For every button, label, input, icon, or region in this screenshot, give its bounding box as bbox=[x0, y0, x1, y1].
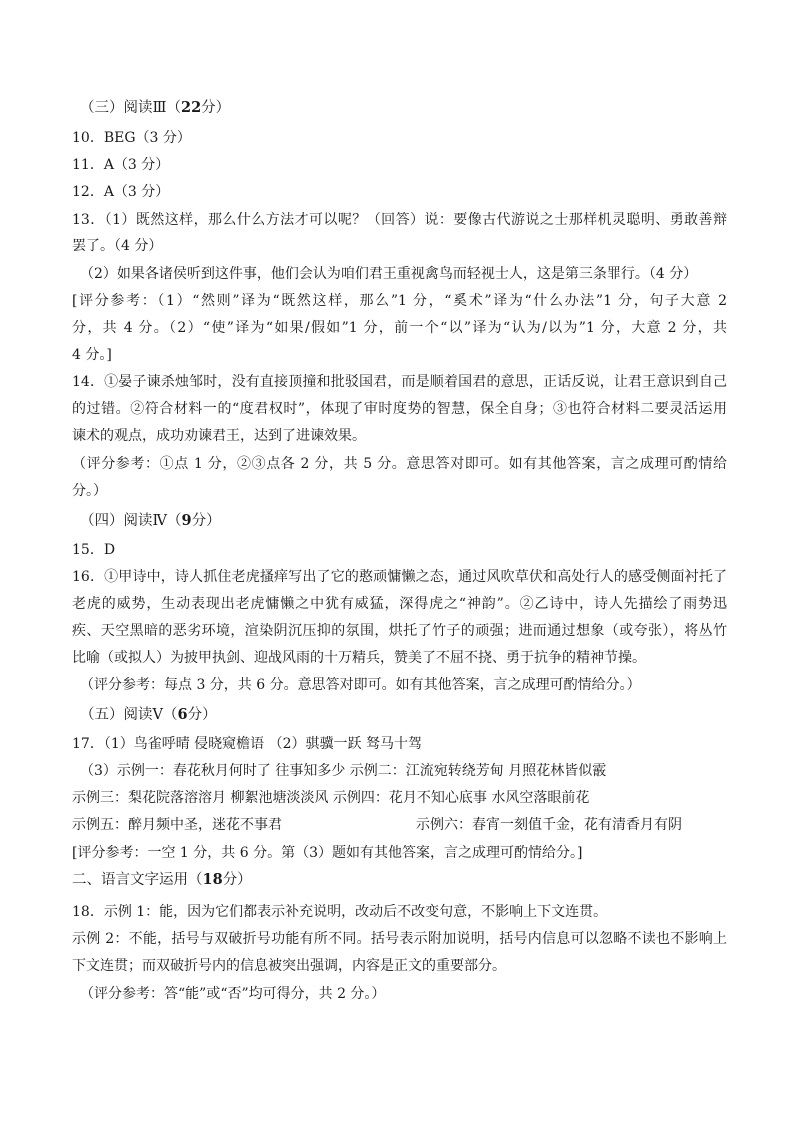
answer-q13-line2: 罢了。（4 分） bbox=[72, 238, 163, 254]
section-3-heading bbox=[80, 99, 735, 119]
answer-q17-line3: 示例三：梨花院落溶溶月 柳絮池塘淡淡风 示例四：花月不知心底事 水风空落眼前花 bbox=[72, 790, 590, 806]
q13-scoring-line2: 分，共 4 分。（2）“使”译为“如果/假如”1 分，前一个“以”译为“认为/以为”1 分，大意 2 分，共 bbox=[72, 320, 727, 336]
section-label: （三）阅读Ⅲ（ bbox=[80, 100, 181, 116]
section-label-close: 分） bbox=[191, 513, 221, 529]
answer-q15: 15．D bbox=[72, 542, 116, 558]
answer-q18-line3: 下文连贯；而双破折号内的信息被突出强调，内容是正文的重要部分。 bbox=[72, 958, 506, 974]
section-5-heading bbox=[80, 706, 735, 726]
answer-q13-line1: 13．（1）既然这样，那么什么方法才可以呢？（回答）说：要像古代游说之士那样机灵聪明、勇敢善辩 bbox=[72, 212, 727, 228]
example-6: 示例六：春宵一刻值千金，花有清香月有阴 bbox=[416, 817, 682, 833]
q13-scoring-line1: [评分参考：（1）“然则”译为“既然这样，那么”1 分，“奚术”译为“什么办法”1 分，句子大意 2 bbox=[72, 293, 727, 309]
q17-scoring: [评分参考：一空 1 分，共 6 分。第（3）题如有其他答案，言之成理可酌情给分。] bbox=[72, 845, 583, 861]
answer-q18-line1: 18．示例 1：能，因为它们都表示补充说明，改动后不改变句意，不影响上下文连贯。 bbox=[72, 904, 608, 920]
section-label: （五）阅读Ⅴ（ bbox=[80, 707, 178, 723]
part-score: 18 bbox=[202, 871, 223, 888]
answer-q16-line4: 比喻（或拟人）为披甲执剑、迎战风雨的十万精兵，赞美了不屈不挠、勇于抗争的精神节操。 bbox=[72, 650, 646, 666]
q18-scoring: （评分参考：答“能”或“否”均可得分，共 2 分。） bbox=[80, 986, 386, 1002]
section-score: 9 bbox=[181, 512, 192, 529]
q14-scoring-line2: 分。） bbox=[72, 483, 107, 499]
answer-q13-line3: （2）如果各诸侯听到这件事，他们会认为咱们君王重视禽鸟而轻视士人，这是第三条罪行。（4 分） bbox=[80, 266, 698, 282]
section-label-close: 分） bbox=[187, 707, 217, 723]
answer-q17-line4 bbox=[72, 816, 727, 836]
q16-scoring: （评分参考：每点 3 分，共 6 分。意思答对即可。如有其他答案，言之成理可酌情给分。） bbox=[80, 677, 641, 693]
part-2-heading bbox=[72, 871, 727, 891]
q13-scoring-line3: 4 分。] bbox=[72, 347, 112, 363]
answer-q16-line2: 老虎的威势，生动表现出老虎慵懒之中犹有威猛，深得虎之“神韵”。②乙诗中，诗人先描绘了雨势迅 bbox=[72, 596, 727, 612]
q14-scoring-line1: （评分参考：①点 1 分，②③点各 2 分，共 5 分。意思答对即可。如有其他答案，言之成理可酌情给 bbox=[72, 456, 727, 472]
section-score: 6 bbox=[177, 706, 188, 723]
example-5: 示例五：醉月频中圣，迷花不事君 bbox=[72, 817, 282, 833]
answer-q14-line2: 的过错。②符合材料一的“度君权时”，体现了审时度势的智慧，保全自身；③也符合材料二要灵活运用 bbox=[72, 401, 727, 417]
answer-q16-line1: 16．①甲诗中，诗人抓住老虎搔痒写出了它的憨顽慵懒之态，通过风吹草伏和高处行人的感受侧面衬托了 bbox=[72, 569, 727, 585]
answer-q12: 12．A（3 分） bbox=[72, 184, 170, 200]
section-label: （四）阅读Ⅳ（ bbox=[80, 513, 182, 529]
answer-q18-line2: 示例 2：不能，括号与双破折号功能有所不同。括号表示附加说明，括号内信息可以忽略不读也不影响上 bbox=[72, 931, 727, 947]
answer-q17-line2: （3）示例一：春花秋月何时了 往事知多少 示例二：江流宛转绕芳甸 月照花林皆似霰 bbox=[80, 763, 607, 779]
answer-q14-line3: 谏术的观点，成功劝谏君王，达到了进谏效果。 bbox=[72, 428, 366, 444]
answer-q10: 10．BEG（3 分） bbox=[72, 130, 191, 146]
answer-q17-line1: 17．（1）鸟雀呼晴 侵晓窥檐语 （2）骐骥一跃 驽马十驾 bbox=[72, 736, 422, 752]
section-score: 22 bbox=[180, 99, 202, 116]
part-label-close: 分） bbox=[222, 872, 252, 888]
answer-q11: 11．A（3 分） bbox=[72, 157, 170, 173]
section-4-heading bbox=[80, 512, 735, 532]
answer-q16-line3: 疾、天空黑暗的恶劣环境，渲染阴沉压抑的氛围，烘托了竹子的顽强；进而通过想象（或夸张），将丛竹 bbox=[72, 623, 727, 639]
section-label-close: 分） bbox=[201, 100, 231, 116]
part-label: 二、语言文字运用（ bbox=[72, 872, 203, 888]
answer-q14-line1: 14．①晏子谏杀烛邹时，没有直接顶撞和批驳国君，而是顺着国君的意思，正话反说，让君王意识到自己 bbox=[72, 374, 727, 390]
